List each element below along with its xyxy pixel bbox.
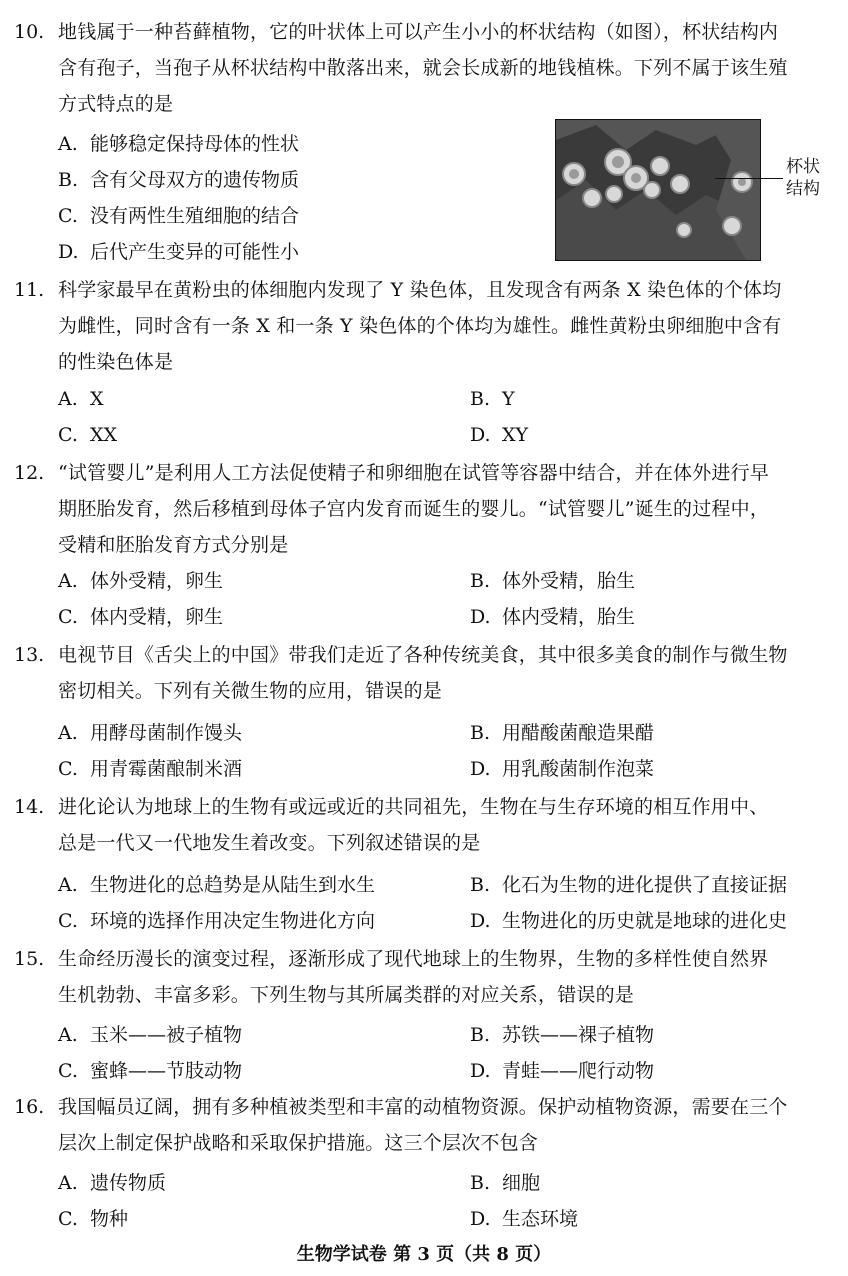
option-c[interactable]: C. 蜜蜂——节肢动物 (58, 1060, 243, 1082)
question-number: 11. (14, 279, 45, 301)
question-stem (58, 455, 836, 563)
stem-line: “试管婴儿”是利用人工方法促使精子和卵细胞在试管等容器中结合，并在体外进行早 (58, 462, 770, 484)
stem-line: 层次上制定保护战略和采取保护措施。这三个层次不包含 (58, 1132, 539, 1154)
stem-line: 地钱属于一种苔藓植物，它的叶状体上可以产生小小的杯状结构（如图），杯状结构内 (58, 21, 779, 43)
question-stem (58, 14, 836, 122)
option-b[interactable]: B. 体外受精，胎生 (470, 570, 636, 592)
stem-line: 受精和胚胎发育方式分别是 (58, 534, 289, 556)
liverwort-cup-figure (555, 119, 761, 261)
question-number: 16. (14, 1096, 45, 1118)
option-b[interactable]: B. Y (470, 388, 515, 410)
stem-line: 电视节目《舌尖上的中国》带我们走近了各种传统美食，其中很多美食的制作与微生物 (58, 644, 788, 666)
option-c[interactable]: C. 用青霉菌酿制米酒 (58, 758, 243, 780)
question-stem (58, 941, 836, 1013)
option-d[interactable]: D. XY (470, 424, 529, 446)
stem-line: 我国幅员辽阔，拥有多种植被类型和丰富的动植物资源。保护动植物资源，需要在三个 (58, 1096, 788, 1118)
stem-line: 的性染色体是 (58, 351, 174, 373)
option-b[interactable]: B. 用醋酸菌酿造果醋 (470, 722, 655, 744)
option-a[interactable]: A. 遗传物质 (58, 1172, 167, 1194)
stem-line: 生命经历漫长的演变过程，逐渐形成了现代地球上的生物界，生物的多样性使自然界 (58, 948, 769, 970)
option-b[interactable]: B. 化石为生物的进化提供了直接证据 (470, 874, 788, 896)
stem-line: 总是一代又一代地发生着改变。下列叙述错误的是 (58, 832, 481, 854)
option-d[interactable]: D. 后代产生变异的可能性小 (58, 241, 300, 263)
stem-line: 含有孢子，当孢子从杯状结构中散落出来，就会长成新的地钱植株。下列不属于该生殖 (58, 57, 788, 79)
option-c[interactable]: C. XX (58, 424, 118, 446)
question-number: 15. (14, 948, 45, 970)
stem-line: 为雌性，同时含有一条 X 和一条 Y 染色体的个体均为雄性。雌性黄粉虫卵细胞中含有 (58, 315, 782, 337)
page-footer: 生物学试卷 第 3 页（共 8 页） (296, 1244, 552, 1265)
question-stem (58, 1089, 836, 1161)
option-a[interactable]: A. 玉米——被子植物 (58, 1024, 243, 1046)
question-number: 12. (14, 462, 45, 484)
question-number: 10. (14, 21, 45, 43)
option-a[interactable]: A. 能够稳定保持母体的性状 (58, 133, 300, 155)
option-b[interactable]: B. 苏铁——裸子植物 (470, 1024, 655, 1046)
option-d[interactable]: D. 生物进化的历史就是地球的进化史 (470, 910, 788, 932)
option-c[interactable]: C. 没有两性生殖细胞的结合 (58, 205, 300, 227)
question-number: 14. (14, 796, 45, 818)
stem-line: 期胚胎发育，然后移植到母体子宫内发育而诞生的婴儿。“试管婴儿”诞生的过程中， (58, 498, 770, 520)
option-d[interactable]: D. 用乳酸菌制作泡菜 (470, 758, 655, 780)
question-number: 13. (14, 644, 45, 666)
liverwort-photo (556, 120, 760, 260)
question-stem (58, 637, 836, 709)
option-b[interactable]: B. 细胞 (470, 1172, 541, 1194)
option-a[interactable]: A. 体外受精，卵生 (58, 570, 224, 592)
option-c[interactable]: C. 物种 (58, 1208, 129, 1230)
option-a[interactable]: A. 生物进化的总趋势是从陆生到水生 (58, 874, 376, 896)
option-d[interactable]: D. 体内受精，胎生 (470, 606, 636, 628)
stem-line: 方式特点的是 (58, 93, 174, 115)
figure-label: 杯状结构 (786, 157, 820, 199)
option-a[interactable]: A. X (58, 388, 104, 410)
option-c[interactable]: C. 环境的选择作用决定生物进化方向 (58, 910, 376, 932)
stem-line: 进化论认为地球上的生物有或远或近的共同祖先，生物在与生存环境的相互作用中、 (58, 796, 769, 818)
option-d[interactable]: D. 生态环境 (470, 1208, 579, 1230)
option-c[interactable]: C. 体内受精，卵生 (58, 606, 224, 628)
option-b[interactable]: B. 含有父母双方的遗传物质 (58, 169, 300, 191)
figure-leader-line (715, 178, 783, 179)
question-stem (58, 272, 836, 380)
question-stem (58, 789, 836, 861)
option-d[interactable]: D. 青蛙——爬行动物 (470, 1060, 655, 1082)
option-a[interactable]: A. 用酵母菌制作馒头 (58, 722, 243, 744)
stem-line: 生机勃勃、丰富多彩。下列生物与其所属类群的对应关系，错误的是 (58, 984, 635, 1006)
stem-line: 密切相关。下列有关微生物的应用，错误的是 (58, 680, 443, 702)
stem-line: 科学家最早在黄粉虫的体细胞内发现了 Y 染色体，且发现含有两条 X 染色体的个体均 (58, 279, 782, 301)
